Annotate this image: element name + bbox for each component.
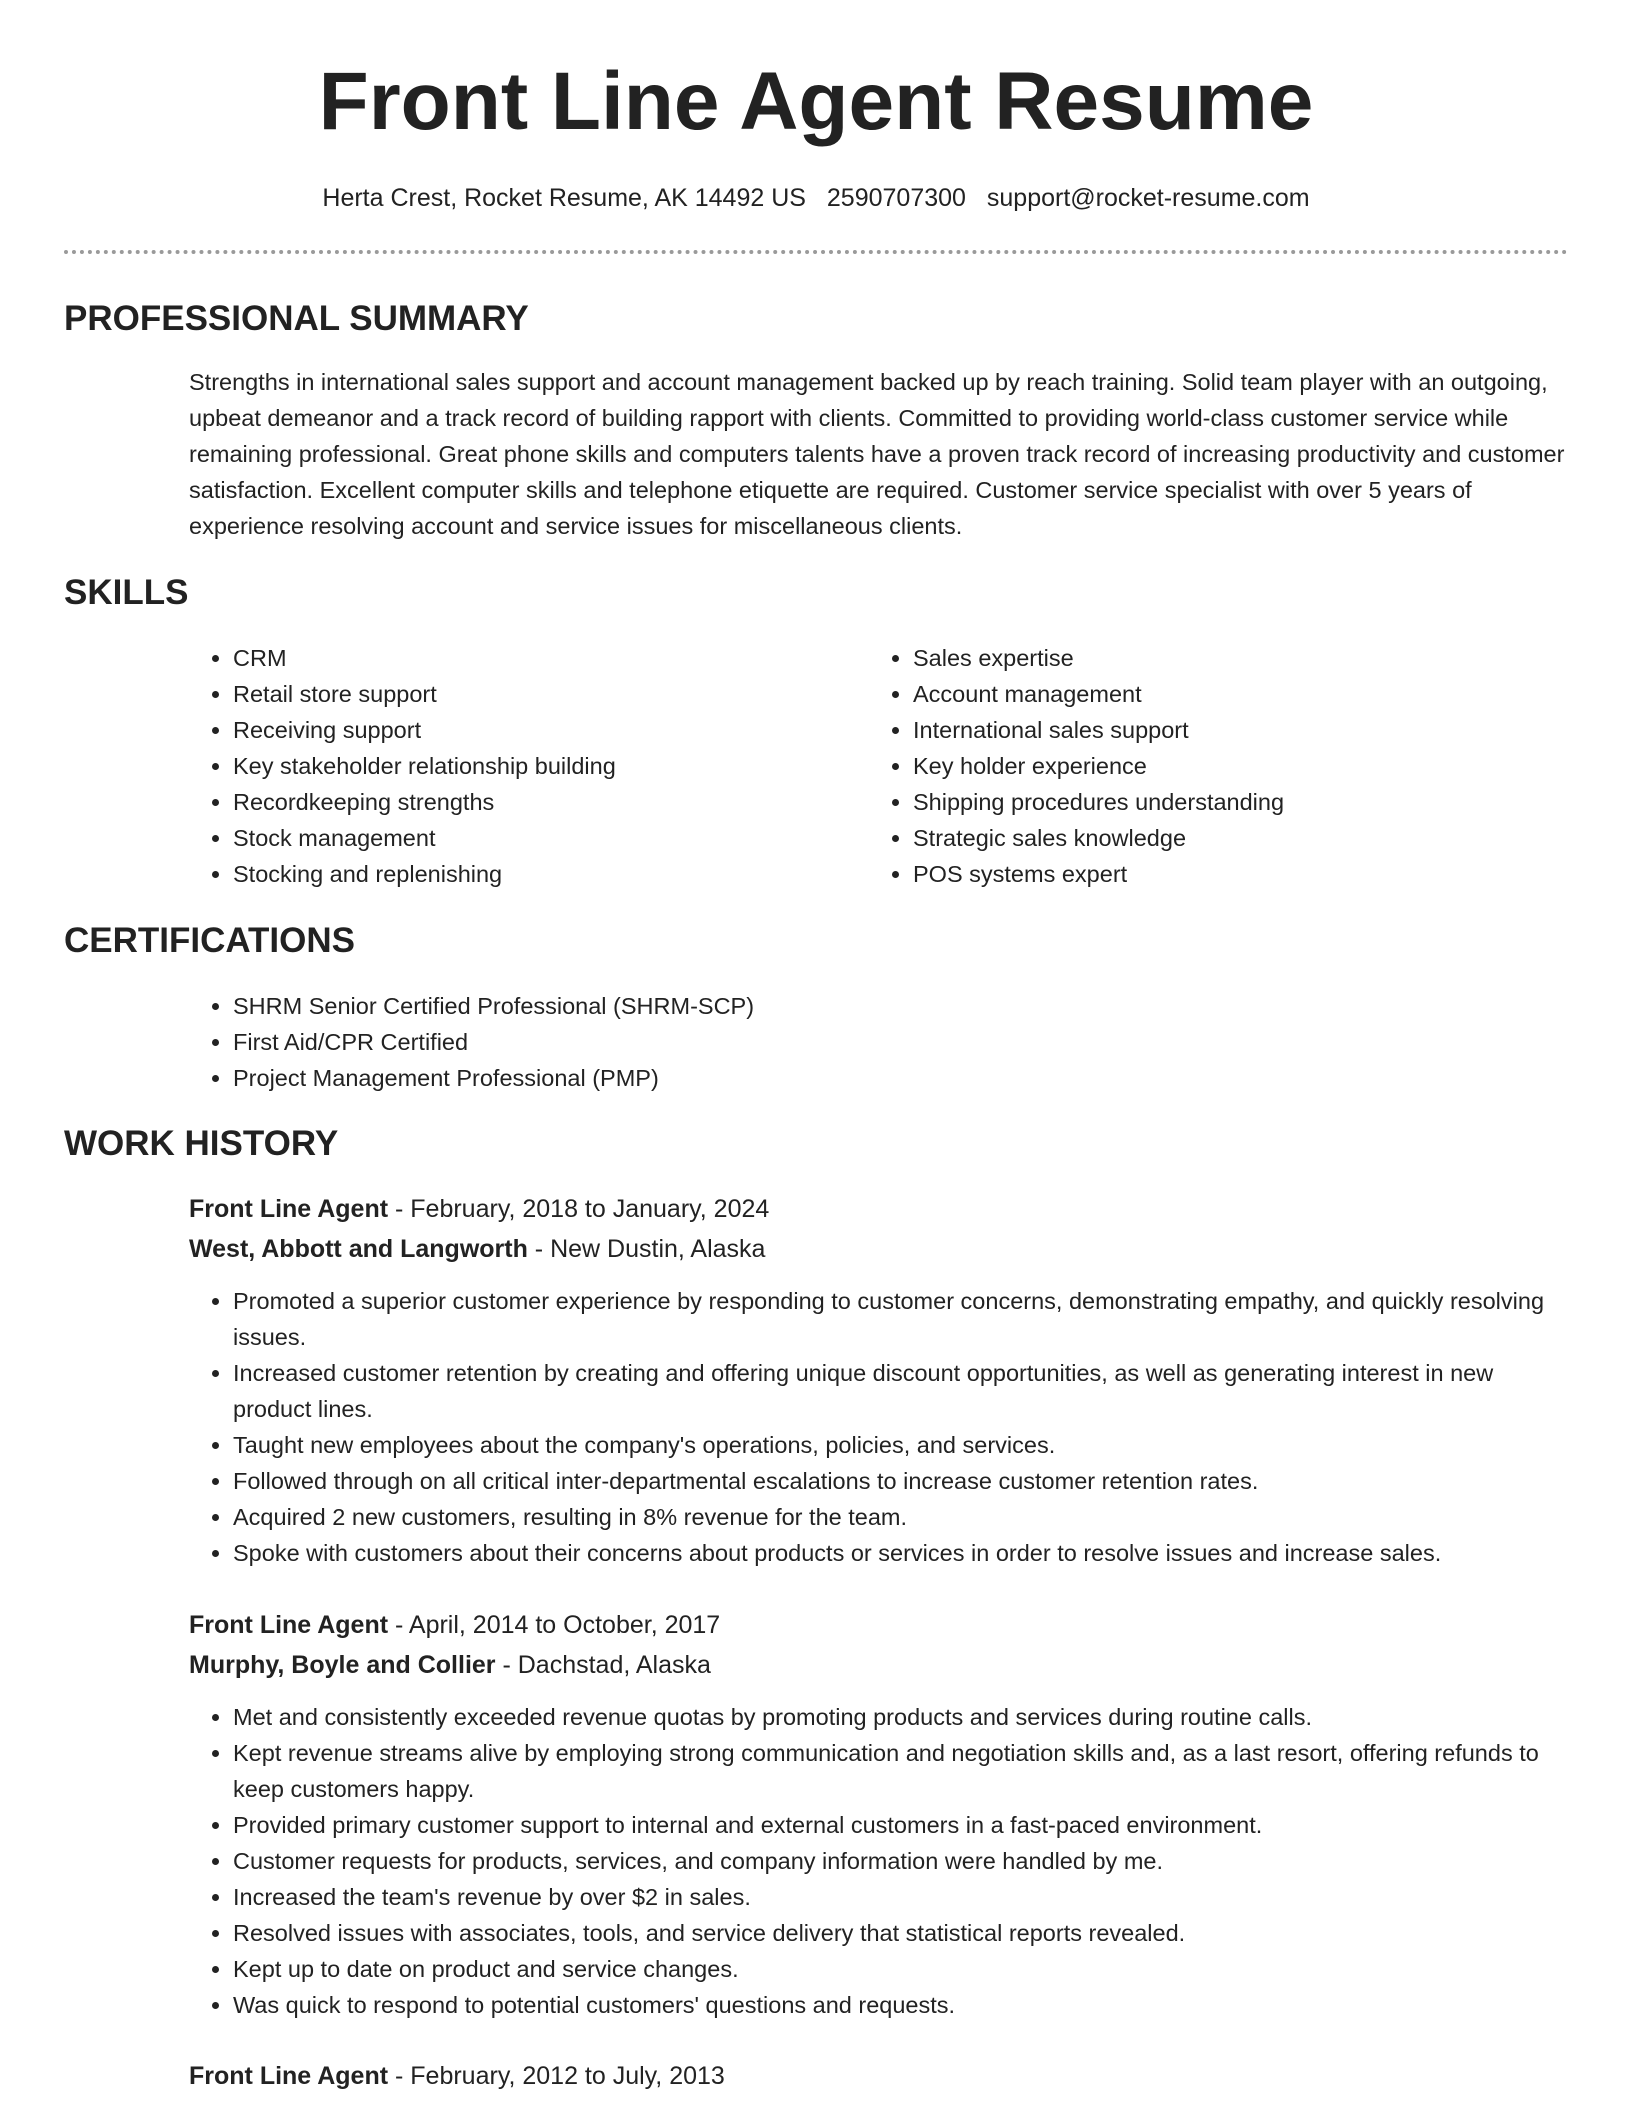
skill-item: • Account management <box>913 676 1553 712</box>
job-location: - New Dustin, Alaska <box>527 1235 766 1263</box>
summary-heading: PROFESSIONAL SUMMARY <box>64 299 529 338</box>
resume-title: Front Line Agent Resume <box>318 56 1314 147</box>
skill-item: • Stocking and replenishing <box>233 856 853 892</box>
job-company: Murphy, Boyle and Collier <box>189 1651 496 1679</box>
job-company-line <box>189 1229 1569 1269</box>
contact-email: support@rocket-resume.com <box>986 184 1310 212</box>
contact-line <box>0 180 1632 216</box>
skill-item: • POS systems expert <box>913 856 1553 892</box>
job-bullet: • Was quick to respond to potential customers' questions and requests. <box>233 1987 1569 2023</box>
job-bullet: • Spoke with customers about their concerns about products or services in order to resolve issues and increase sales. <box>233 1535 1569 1571</box>
job-dates: - February, 2012 to July, 2013 <box>388 2062 725 2090</box>
skills-list-left <box>189 640 853 892</box>
job-bullets <box>189 1283 1569 1571</box>
job-title-line <box>189 1605 1569 1645</box>
job-bullet: • Acquired 2 new customers, resulting in 8% revenue for the team. <box>233 1499 1569 1535</box>
job-bullet: • Followed through on all critical inter-departmental escalations to increase customer retention rates. <box>233 1463 1569 1499</box>
job-location: - Dachstad, Alaska <box>495 1651 711 1679</box>
job-dates: - February, 2018 to January, 2024 <box>388 1195 770 1223</box>
certification-item: • Project Management Professional (PMP) <box>233 1060 1573 1096</box>
job-company-line <box>189 1645 1569 1685</box>
job-bullet: • Provided primary customer support to internal and external customers in a fast-paced environment. <box>233 1807 1569 1843</box>
skill-item: • Sales expertise <box>913 640 1553 676</box>
job-bullet: • Met and consistently exceeded revenue quotas by promoting products and services during routine calls. <box>233 1699 1569 1735</box>
job-bullet: • Resolved issues with associates, tools, and service delivery that statistical reports revealed. <box>233 1915 1569 1951</box>
job-company: West, Abbott and Langworth <box>189 1235 528 1263</box>
job-bullet: • Kept revenue streams alive by employing strong communication and negotiation skills and, as a last resort, offering refunds to keep customers happy. <box>233 1735 1569 1807</box>
job-title-line <box>189 2056 1569 2096</box>
job-bullets <box>189 1699 1569 2023</box>
certification-item: • SHRM Senior Certified Professional (SHRM-SCP) <box>233 988 1573 1024</box>
job-dates: - April, 2014 to October, 2017 <box>388 1611 721 1639</box>
job-bullet: • Promoted a superior customer experience by responding to customer concerns, demonstrating empathy, and quickly resolving issues. <box>233 1283 1569 1355</box>
summary-text: Strengths in international sales support and account management backed up by reach training. Solid team player with an outgoing, upbeat demeanor and a track record of building rapport with clients. Committed to providing world-class customer service while remaining professional. Great phone skills and computers talents have a proven track record of increasing productivity and customer satisfaction. Excellent computer skills and telephone etiquette are required. Customer service specialist with over 5 years of experience resolving account and service issues for miscellaneous clients. <box>189 369 1565 539</box>
skill-item: • Recordkeeping strengths <box>233 784 853 820</box>
job-title: Front Line Agent <box>189 2062 389 2090</box>
job-title: Front Line Agent <box>189 1195 389 1223</box>
skill-item: • Shipping procedures understanding <box>913 784 1553 820</box>
job-bullet: • Taught new employees about the company's operations, policies, and services. <box>233 1427 1569 1463</box>
work-history-heading: WORK HISTORY <box>64 1124 339 1163</box>
skill-item: • Retail store support <box>233 676 853 712</box>
job-bullet: • Increased customer retention by creating and offering unique discount opportunities, as well as generating interest in new product lines. <box>233 1355 1569 1427</box>
job-title-line <box>189 1189 1569 1229</box>
skill-item: • Receiving support <box>233 712 853 748</box>
certifications-list <box>189 988 1573 1096</box>
job-title: Front Line Agent <box>189 1611 389 1639</box>
skill-item: • Key holder experience <box>913 748 1553 784</box>
skill-item: • Stock management <box>233 820 853 856</box>
certifications-heading: CERTIFICATIONS <box>64 921 356 960</box>
skill-item: • Key stakeholder relationship building <box>233 748 853 784</box>
skills-list-right <box>869 640 1553 892</box>
certification-item: • First Aid/CPR Certified <box>233 1024 1573 1060</box>
skill-item: • Strategic sales knowledge <box>913 820 1553 856</box>
job-bullet: • Increased the team's revenue by over $2 in sales. <box>233 1879 1569 1915</box>
skills-heading: SKILLS <box>64 573 189 612</box>
header-divider <box>64 250 1568 254</box>
job-bullet: • Kept up to date on product and service changes. <box>233 1951 1569 1987</box>
contact-phone: 2590707300 <box>826 184 966 212</box>
contact-address: Herta Crest, Rocket Resume, AK 14492 US <box>322 184 806 212</box>
skill-item: • International sales support <box>913 712 1553 748</box>
skill-item: • CRM <box>233 640 853 676</box>
job-bullet: • Customer requests for products, services, and company information were handled by me. <box>233 1843 1569 1879</box>
